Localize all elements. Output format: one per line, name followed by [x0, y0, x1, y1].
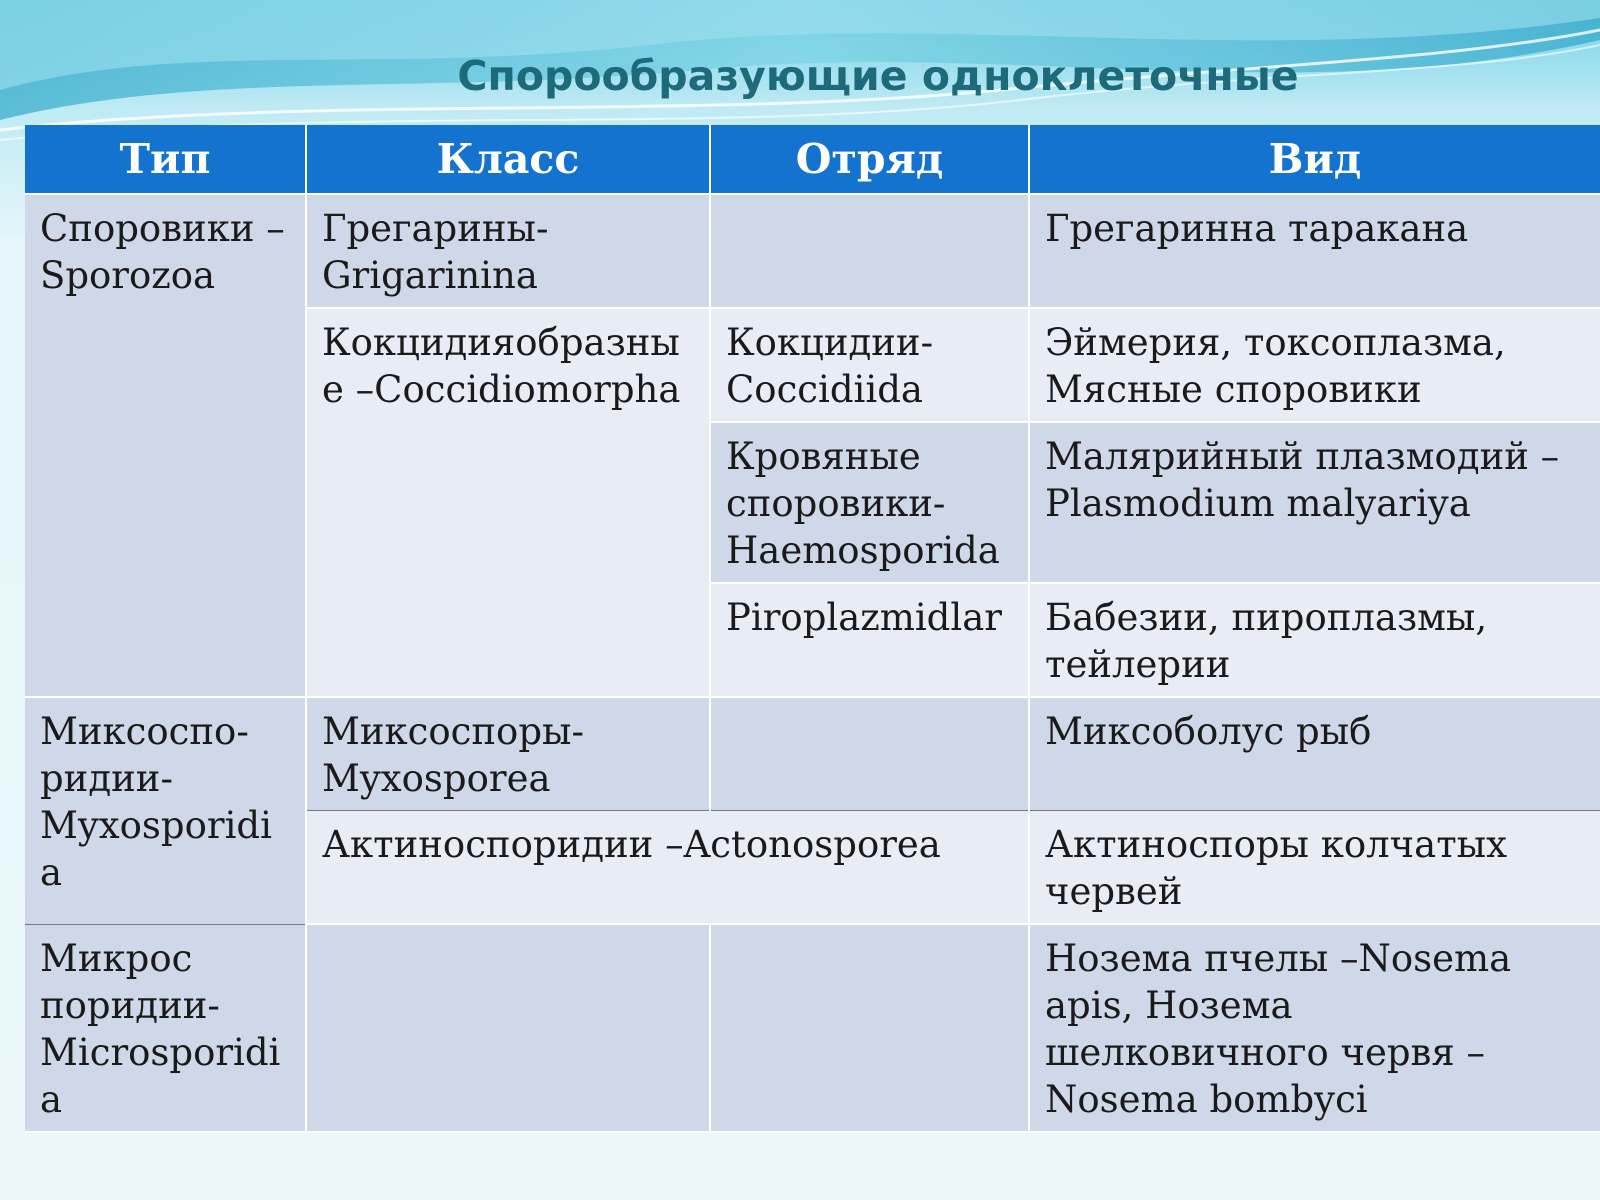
cell-order-microsporidia [710, 924, 1029, 1132]
cell-species-nosema: Нозема пчелы –Nosema apis, Нозема шелковичного червя –Nosema bombyci [1029, 924, 1600, 1132]
cell-class-microsporidia [306, 924, 710, 1132]
cell-species-coccidia: Эймерия, токсоплазма, Мясные споровики [1029, 308, 1600, 422]
cell-class-coccidiomorpha: Кокцидияобразны е –Coccidiomorpha [306, 308, 710, 697]
cell-species-plasmodium: Малярийный плазмодий – Plasmodium malyariya [1029, 422, 1600, 583]
cell-order-piroplazmidlar: Piroplazmidlar [710, 583, 1029, 697]
cell-class-gregarines: Грегарины- Grigarinina [306, 194, 710, 308]
cell-species-myxobolus: Миксоболус рыб [1029, 697, 1600, 811]
cell-class-actinosporea: Актиноспоридии –Actonosporea [306, 811, 1029, 925]
cell-order-myxosporea [710, 697, 1029, 811]
page-title: Спорообразующие одноклеточные [457, 52, 1299, 100]
cell-type-microsporidia: Микрос поридии- Microsporidi a [25, 924, 306, 1132]
cell-order-haemosporida: Кровяные споровики- Haemosporida [710, 422, 1029, 583]
cell-type-sporozoa: Споровики – Sporozoa [25, 194, 306, 697]
column-header-type: Тип [25, 125, 306, 194]
table-row [25, 194, 1600, 308]
column-header-species: Вид [1029, 125, 1600, 194]
cell-order-coccidiida: Кокцидии- Coccidiida [710, 308, 1029, 422]
table-header-row [25, 125, 1600, 194]
table-row [25, 697, 1600, 811]
table-row [25, 924, 1600, 1132]
cell-species-babesia: Бабезии, пироплазмы, тейлерии [1029, 583, 1600, 697]
cell-class-myxosporea: Миксоспоры- Myxosporea [306, 697, 710, 811]
taxonomy-table [25, 125, 1600, 1133]
cell-order-gregarines [710, 194, 1029, 308]
column-header-class: Класс [306, 125, 710, 194]
cell-type-myxosporidia: Миксоспо- ридии- Myxosporidi a [25, 697, 306, 924]
cell-species-gregarines: Грегаринна таракана [1029, 194, 1600, 308]
column-header-order: Отряд [710, 125, 1029, 194]
cell-species-actinospores: Актиноспоры колчатых червей [1029, 811, 1600, 925]
